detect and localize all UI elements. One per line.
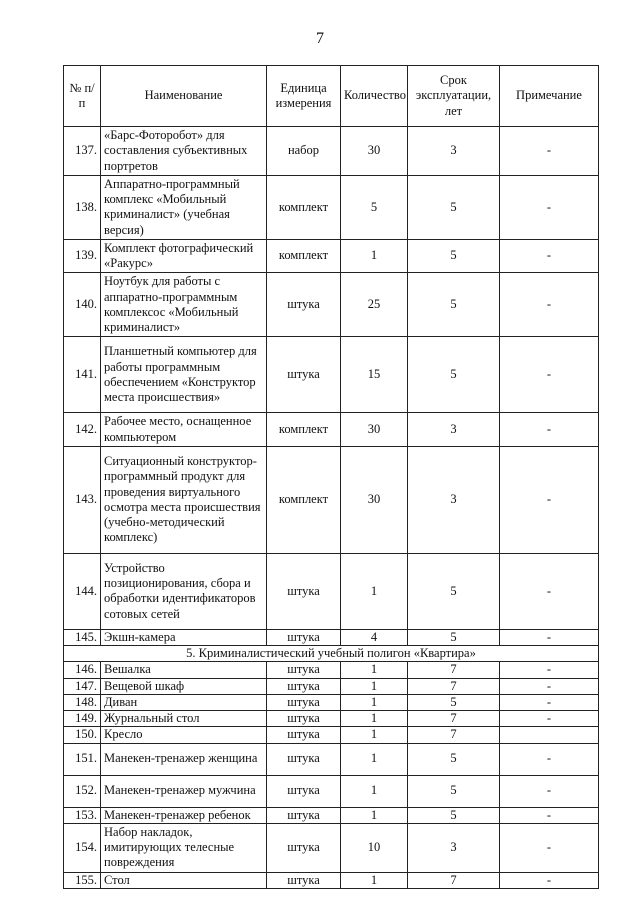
- header-num: № п/п: [64, 66, 101, 127]
- header-qty: Количество: [341, 66, 408, 127]
- row-qty: 1: [341, 775, 408, 807]
- row-qty: 4: [341, 629, 408, 645]
- row-name: Аппаратно-программный комплекс «Мобильный криминалист» (учебная версия): [101, 175, 267, 239]
- row-term: 3: [408, 413, 500, 447]
- row-number: 153.: [64, 807, 101, 823]
- row-term: 5: [408, 175, 500, 239]
- row-name: Комплект фотографический «Ракурс»: [101, 239, 267, 273]
- row-unit: штука: [267, 775, 341, 807]
- row-name: Ситуационный конструктор-программный продукт для проведения виртуального осмотра места происшествия (учебно-методический комплекс): [101, 446, 267, 553]
- table-row: [64, 807, 599, 823]
- row-name: «Барс-Фоторобот» для составления субъективных портретов: [101, 127, 267, 176]
- row-number: 138.: [64, 175, 101, 239]
- row-number: 143.: [64, 446, 101, 553]
- table-row: [64, 775, 599, 807]
- header-name: Наименование: [101, 66, 267, 127]
- row-name: Кресло: [101, 727, 267, 743]
- row-number: 144.: [64, 553, 101, 629]
- header-term: Срок эксплуатации, лет: [408, 66, 500, 127]
- row-name: Экшн-камера: [101, 629, 267, 645]
- row-name: Вещевой шкаф: [101, 678, 267, 694]
- row-note: -: [500, 711, 599, 727]
- header-note: Примечание: [500, 66, 599, 127]
- row-number: 145.: [64, 629, 101, 645]
- row-note: -: [500, 337, 599, 413]
- row-unit: штука: [267, 743, 341, 775]
- row-name: Ноутбук для работы с аппаратно-программным комплексос «Мобильный криминалист»: [101, 273, 267, 337]
- row-qty: 1: [341, 743, 408, 775]
- row-name: Журнальный стол: [101, 711, 267, 727]
- row-qty: 1: [341, 807, 408, 823]
- header-unit: Единица измерения: [267, 66, 341, 127]
- row-term: 3: [408, 446, 500, 553]
- row-unit: штука: [267, 678, 341, 694]
- row-unit: комплект: [267, 413, 341, 447]
- row-qty: 30: [341, 127, 408, 176]
- row-number: 147.: [64, 678, 101, 694]
- row-unit: штука: [267, 337, 341, 413]
- row-qty: 1: [341, 239, 408, 273]
- table-row: [64, 743, 599, 775]
- table-row: [64, 711, 599, 727]
- row-qty: 25: [341, 273, 408, 337]
- row-term: 7: [408, 727, 500, 743]
- row-qty: 1: [341, 694, 408, 710]
- row-number: 146.: [64, 662, 101, 678]
- table-row: [64, 239, 599, 273]
- row-note: -: [500, 553, 599, 629]
- row-qty: 1: [341, 662, 408, 678]
- row-note: -: [500, 872, 599, 888]
- row-note: -: [500, 678, 599, 694]
- table-row: [64, 727, 599, 743]
- row-number: 141.: [64, 337, 101, 413]
- row-number: 154.: [64, 823, 101, 872]
- row-term: 7: [408, 711, 500, 727]
- row-qty: 1: [341, 711, 408, 727]
- row-term: 5: [408, 694, 500, 710]
- row-number: 155.: [64, 872, 101, 888]
- page-number: 7: [316, 30, 324, 47]
- row-note: -: [500, 446, 599, 553]
- row-number: 142.: [64, 413, 101, 447]
- row-note: -: [500, 743, 599, 775]
- row-unit: штука: [267, 553, 341, 629]
- table-row: [64, 872, 599, 888]
- row-term: 7: [408, 678, 500, 694]
- row-note: -: [500, 629, 599, 645]
- row-name: Манекен-тренажер ребенок: [101, 807, 267, 823]
- row-term: 5: [408, 553, 500, 629]
- row-qty: 1: [341, 678, 408, 694]
- row-term: 5: [408, 743, 500, 775]
- row-number: 140.: [64, 273, 101, 337]
- table-row: [64, 694, 599, 710]
- row-unit: комплект: [267, 175, 341, 239]
- row-name: Манекен-тренажер мужчина: [101, 775, 267, 807]
- row-qty: 30: [341, 413, 408, 447]
- row-note: -: [500, 413, 599, 447]
- row-unit: набор: [267, 127, 341, 176]
- row-number: 139.: [64, 239, 101, 273]
- table-row: [64, 553, 599, 629]
- row-note: -: [500, 273, 599, 337]
- row-qty: 5: [341, 175, 408, 239]
- row-unit: комплект: [267, 239, 341, 273]
- table-row: [64, 413, 599, 447]
- section-row: [64, 646, 599, 662]
- row-term: 7: [408, 662, 500, 678]
- table-row: [64, 662, 599, 678]
- row-note: -: [500, 823, 599, 872]
- equipment-table: [63, 65, 599, 889]
- row-name: Манекен-тренажер женщина: [101, 743, 267, 775]
- table-row: [64, 823, 599, 872]
- table-row: [64, 337, 599, 413]
- row-term: 5: [408, 629, 500, 645]
- table-row: [64, 678, 599, 694]
- row-unit: штука: [267, 872, 341, 888]
- row-qty: 15: [341, 337, 408, 413]
- row-unit: штука: [267, 727, 341, 743]
- row-note: -: [500, 662, 599, 678]
- table-row: [64, 175, 599, 239]
- row-number: 137.: [64, 127, 101, 176]
- row-name: Вешалка: [101, 662, 267, 678]
- row-unit: штука: [267, 823, 341, 872]
- row-qty: 1: [341, 872, 408, 888]
- row-note: [500, 727, 599, 743]
- row-note: -: [500, 694, 599, 710]
- table-row: [64, 273, 599, 337]
- row-term: 5: [408, 807, 500, 823]
- row-term: 5: [408, 775, 500, 807]
- row-note: -: [500, 175, 599, 239]
- table-row: [64, 629, 599, 645]
- row-name: Планшетный компьютер для работы программным обеспечением «Конструктор места происшествия»: [101, 337, 267, 413]
- row-name: Устройство позиционирования, сбора и обработки идентификаторов сотовых сетей: [101, 553, 267, 629]
- row-name: Рабочее место, оснащенное компьютером: [101, 413, 267, 447]
- row-unit: штука: [267, 662, 341, 678]
- row-term: 3: [408, 127, 500, 176]
- row-number: 150.: [64, 727, 101, 743]
- table-header-row: [64, 66, 599, 127]
- row-note: -: [500, 239, 599, 273]
- row-unit: штука: [267, 694, 341, 710]
- row-qty: 10: [341, 823, 408, 872]
- row-note: -: [500, 127, 599, 176]
- section-title: 5. Криминалистический учебный полигон «Квартира»: [64, 646, 599, 662]
- table-row: [64, 446, 599, 553]
- row-name: Стол: [101, 872, 267, 888]
- row-unit: штука: [267, 807, 341, 823]
- row-note: -: [500, 775, 599, 807]
- row-term: 5: [408, 337, 500, 413]
- row-qty: 1: [341, 727, 408, 743]
- row-unit: комплект: [267, 446, 341, 553]
- row-term: 3: [408, 823, 500, 872]
- row-number: 151.: [64, 743, 101, 775]
- row-qty: 1: [341, 553, 408, 629]
- table-row: [64, 127, 599, 176]
- row-qty: 30: [341, 446, 408, 553]
- row-number: 148.: [64, 694, 101, 710]
- row-term: 5: [408, 239, 500, 273]
- row-number: 149.: [64, 711, 101, 727]
- row-term: 5: [408, 273, 500, 337]
- row-unit: штука: [267, 711, 341, 727]
- row-number: 152.: [64, 775, 101, 807]
- row-note: -: [500, 807, 599, 823]
- row-term: 7: [408, 872, 500, 888]
- row-unit: штука: [267, 273, 341, 337]
- row-name: Набор накладок, имитирующих телесные повреждения: [101, 823, 267, 872]
- row-unit: штука: [267, 629, 341, 645]
- row-name: Диван: [101, 694, 267, 710]
